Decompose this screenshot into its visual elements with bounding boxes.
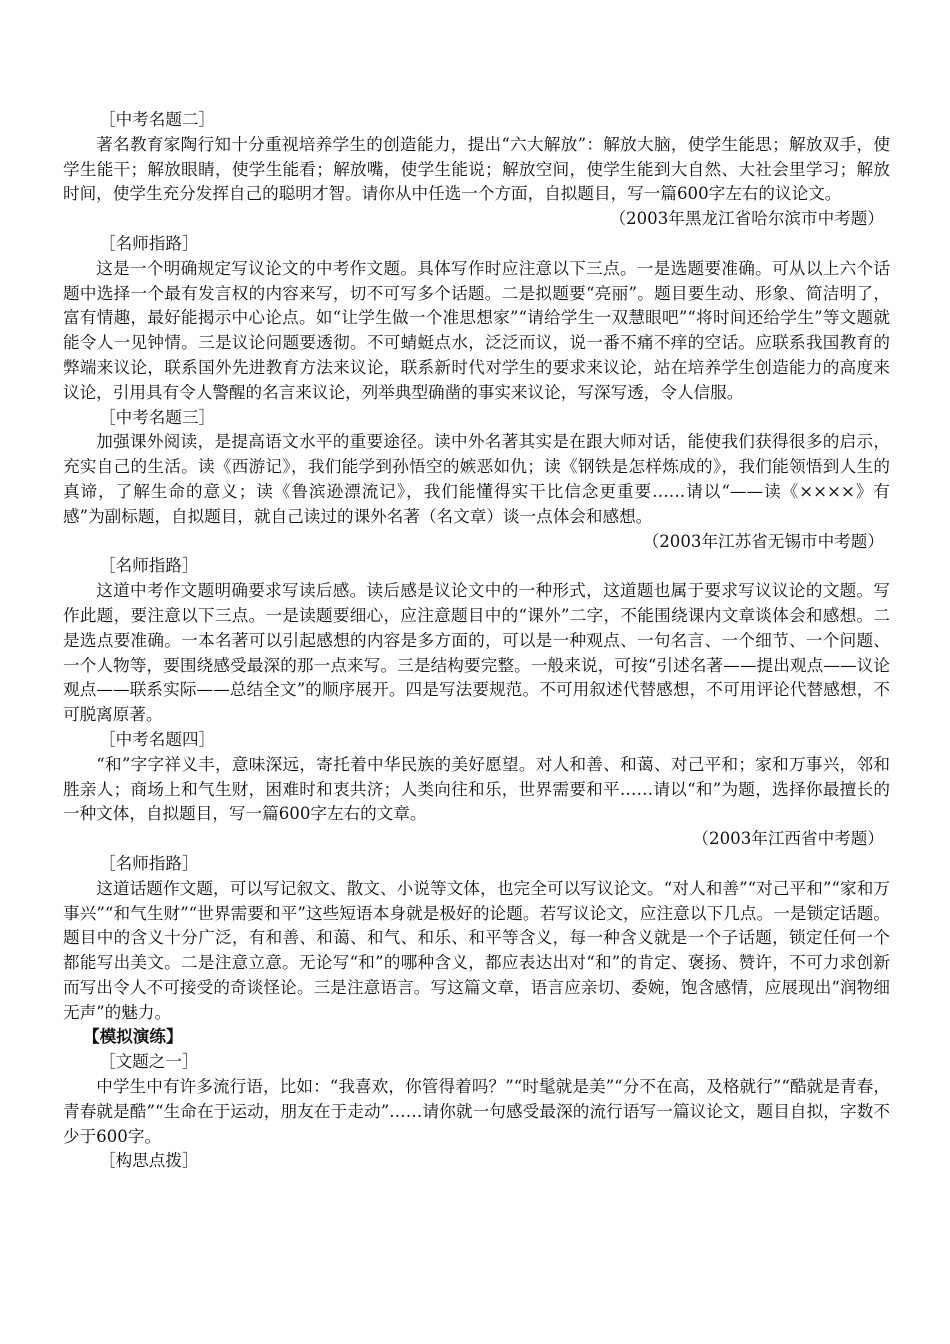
section-heading: ［中考名题三］ [99, 407, 216, 427]
paragraph: 著名教育家陶行知十分重视培养学生的创造能力，提出“六大解放”：解放大脑，使学生能思；解放双手，使学生能干；解放眼睛，使学生能看；解放嘴，使学生能说；解放空间，使学生能到大自然、大社会里学习；解放时间，使学生充分发挥自己的聪明才智。请你从中任选一个方面，自拟题目，写一篇600字左右的议论文。 [63, 134, 890, 204]
paragraph: “和”字字祥义丰，意味深远，寄托着中华民族的美好愿望。对人和善、和蔼、对己平和；家和万事兴，邻和胜亲人；商场上和气生财，困难时和衷共济；人类向往和乐，世界需要和平……请以“和”为题，选择你最擅长的一种文体，自拟题目，写一篇600字左右的文章。 [63, 754, 890, 824]
paragraph: 这道中考作文题明确要求写读后感。读后感是议论文中的一种形式，这道题也属于要求写议议论的文题。写作此题，要注意以下三点。一是读题要细心，应注意题目中的“课外”二字，不能围绕课内文章谈体会和感想。二是选点要准确。一本名著可以引起感想的内容是多方面的，可以是一种观点、一句名言、一个细节、一个问题、一个人物等，要围绕感受最深的那一点来写。三是结构要完整。一般来说，可按“引述名著——提出观点——议论观点——联系实际——总结全文”的顺序展开。四是写法要规范。不可用叙述代替感想，不可用评论代替感想，不可脱离原著。 [63, 581, 890, 725]
section-heading: ［构思点拨］ [99, 1151, 199, 1171]
paragraph: 中学生中有许多流行语，比如：“我喜欢，你管得着吗？”“时髦就是美”“分不在高，及格就行”“酷就是青春，青春就是酷”“生命在于运动，朋友在于走动”……请你就一句感受最深的流行语写一篇议论文，题目自拟，字数不少于600字。 [63, 1077, 890, 1146]
section-heading: ［名师指路］ [99, 853, 199, 873]
source-citation: （2003年江西省中考题） [692, 829, 884, 849]
document-body [63, 108, 890, 1174]
section-heading: ［文题之一］ [99, 1052, 199, 1072]
source-citation: （2003年黑龙江省哈尔滨市中考题） [609, 209, 884, 229]
section-heading: ［名师指路］ [99, 233, 199, 253]
section-heading: ［中考名题四］ [99, 729, 216, 749]
paragraph: 加强课外阅读，是提高语文水平的重要途径。读中外名著其实是在跟大师对话，能使我们获得很多的启示，充实自己的生活。读《西游记》，我们能学到孙悟空的嫉恶如仇；读《钢铁是怎样炼成的》，我们能领悟到人生的真谛，了解生命的意义；读《鲁滨逊漂流记》，我们能懂得实干比信念更重要……请以“——读《××××》有感”为副标题，自拟题目，就自己读过的课外名著（名文章）谈一点体会和感想。 [63, 432, 890, 526]
bold-section-heading: 【模拟演练】 [83, 1027, 183, 1047]
section-heading: ［中考名题二］ [99, 110, 216, 129]
paragraph: 这是一个明确规定写议论文的中考作文题。具体写作时应注意以下三点。一是选题要准确。可从以上六个话题中选择一个最有发言权的内容来写，切不可写多个话题。二是拟题要“亮丽”。题目要生动、形象、简洁明了，富有情趣，最好能揭示中心论点。如“让学生做一个准思想家”“请给学生一双慧眼吧”“将时间还给学生”等文题就能令人一见钟情。三是议论问题要透彻。不可蜻蜓点水，泛泛而议，说一番不痛不痒的空话。应联系我国教育的弊端来议论，联系国外先进教育方法来议论，联系新时代对学生的要求来议论，站在培养学生创造能力的高度来议论，引用具有令人警醒的名言来议论，列举典型确凿的事实来议论，写深写透，令人信服。 [63, 258, 890, 402]
section-heading: ［名师指路］ [99, 556, 199, 576]
paragraph: 这道话题作文题，可以写记叙文、散文、小说等文体，也完全可以写议论文。“对人和善”“对己平和”“家和万事兴”“和气生财”“世界需要和平”这些短语本身就是极好的论题。若写议论文，应注意以下几点。一是锁定话题。题目中的含义十分广泛，有和善、和蔼、和气、和乐、和平等含义，每一种含义就是一个子话题，锁定任何一个都能写出美文。二是注意立意。无论写“和”的哪种含义，都应表达出对“和”的肯定、褒扬、赞许，不可力求创新而写出令人不可接受的奇谈怪论。三是注意语言。写这篇文章，语言应亲切、委婉，饱含感情，应展现出“润物细无声”的魅力。 [63, 878, 890, 1022]
source-citation: （2003年江苏省无锡市中考题） [642, 531, 884, 551]
